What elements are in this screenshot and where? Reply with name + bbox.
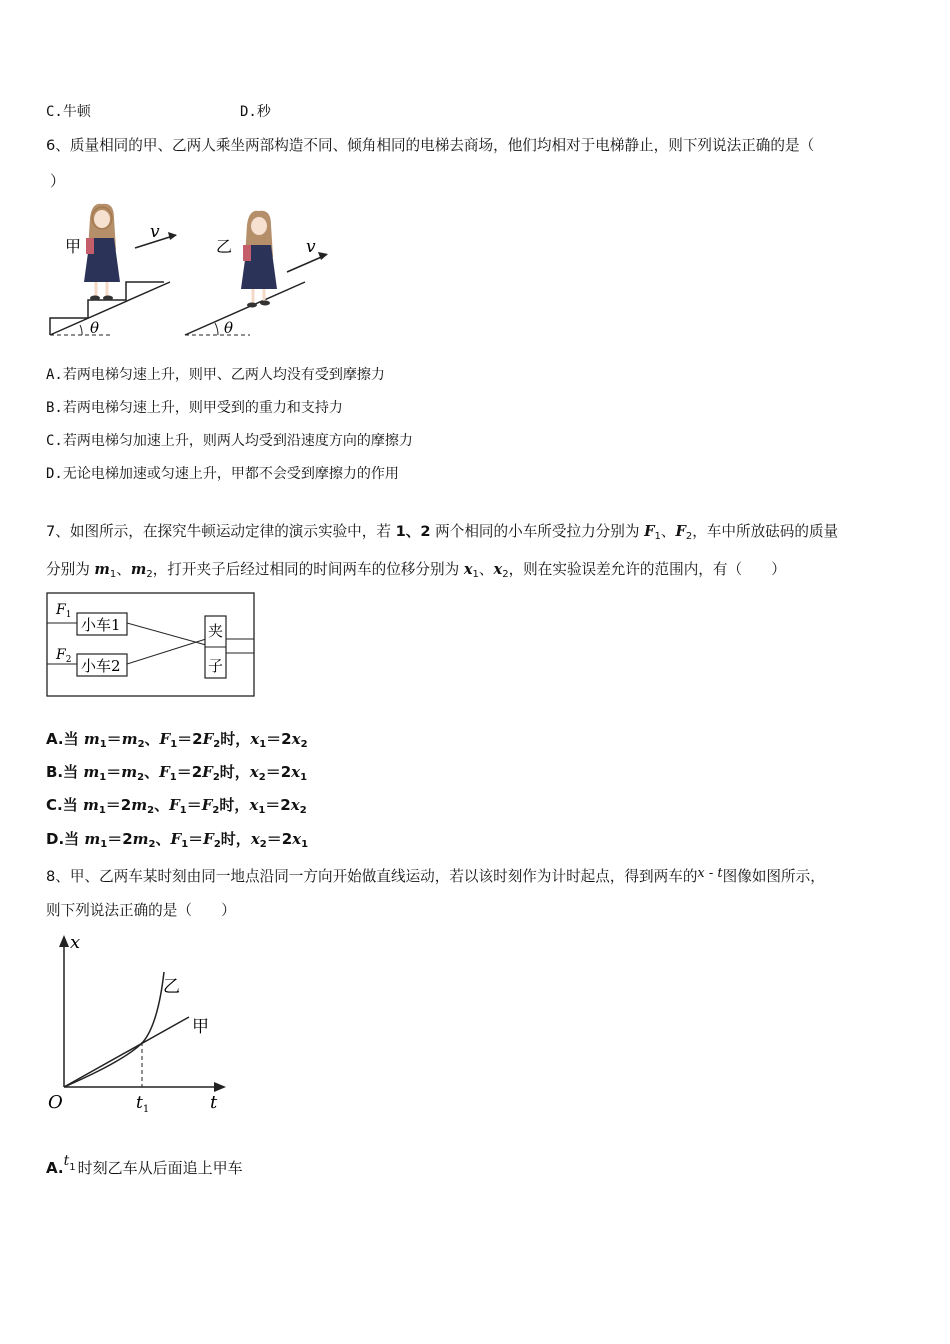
ramp-escalator [185, 282, 305, 335]
q6-theta-right: θ [224, 319, 234, 337]
person-jia-figure [84, 204, 120, 301]
q8-stem-line1: 8、甲、乙两车某时刻由同一地点沿同一方向开始做直线运动，若以该时刻作为计时起点，得到两车的x - t图像如图所示， [46, 866, 825, 885]
axis-t-label: t [210, 1092, 218, 1113]
q7-option-b[interactable]: B.当 $m_1=m_2$、$F_1=2F_2$时，$x_2=2x_1$ [46, 763, 308, 783]
curve-yi-label: 乙 [163, 977, 180, 997]
q5-option-d[interactable]: D.秒 [240, 104, 271, 120]
line-jia [64, 1017, 189, 1087]
q6-label-jia: 甲 [65, 237, 82, 256]
q8-xt-graph [46, 932, 236, 1114]
curve-yi [64, 972, 164, 1087]
q6-v-right: v [306, 237, 316, 257]
q7-option-a[interactable]: A.当 $m_1=m_2$、$F_1=2F_2$时，$x_1=2x_2$ [46, 730, 308, 750]
origin-label: O [48, 1092, 63, 1113]
person-yi-figure [241, 211, 277, 308]
cart-2-label: 小车2 [81, 657, 121, 675]
q6-option-d[interactable]: D.无论电梯加速或匀速上升，甲都不会受到摩擦力的作用 [46, 466, 399, 482]
q6-stem-line1: 6、质量相同的甲、乙两人乘坐两部构造不同、倾角相同的电梯去商场，他们均相对于电梯静止，则下列说法正确的是（ [46, 137, 815, 154]
q8-option-a[interactable]: $A.t_1$ 时刻乙车从后面追上甲车 [46, 1153, 243, 1177]
q8-stem-line2: 则下列说法正确的是（ ） [46, 902, 236, 919]
q6-v-left: v [150, 222, 160, 242]
q6-option-b[interactable]: B.若两电梯匀速上升，则甲受到的重力和支持力 [46, 400, 343, 416]
q6-escalator-figure [40, 200, 340, 345]
force-f1-label: $F_1$ [56, 602, 72, 620]
q6-stem-line2: ） [50, 172, 66, 190]
q6-label-yi: 乙 [216, 237, 233, 256]
t1-label: $t_1$ [136, 1093, 150, 1115]
q7-carts-figure [46, 592, 258, 700]
axis-x-label: x [70, 932, 81, 953]
cart-1-label: 小车1 [81, 616, 121, 634]
q7-stem-line2: 分别为 $m_1$、$m_2$，打开夹子后经过相同的时间两车的位移分别为 $x_1$、$x_2$，则在实验误差允许的范围内，有（ ） [46, 561, 786, 580]
q6-option-a[interactable]: A.若两电梯匀速上升，则甲、乙两人均没有受到摩擦力 [46, 367, 385, 383]
q6-theta-left: θ [90, 319, 100, 337]
clamp-bottom-label: 子 [208, 657, 224, 675]
q7-option-c[interactable]: C.当 $m_1=2m_2$、$F_1=F_2$时，$x_1=2x_2$ [46, 796, 307, 816]
stair-escalator [50, 282, 170, 335]
force-f2-label: $F_2$ [56, 647, 72, 665]
clamp-top-label: 夹 [208, 622, 224, 640]
q7-option-d[interactable]: D.当 $m_1=2m_2$、$F_1=F_2$时，$x_2=2x_1$ [46, 830, 309, 850]
q7-stem-line1: 7、如图所示，在探究牛顿运动定律的演示实验中，若 1、2 两个相同的小车所受拉力分别为 $F_1$、$F_2$，车中所放砝码的质量 [46, 523, 839, 542]
q6-option-c[interactable]: C.若两电梯匀加速上升，则两人均受到沿速度方向的摩擦力 [46, 433, 413, 449]
line-jia-label: 甲 [192, 1017, 209, 1037]
q5-option-c[interactable]: C.牛顿 [46, 104, 91, 120]
